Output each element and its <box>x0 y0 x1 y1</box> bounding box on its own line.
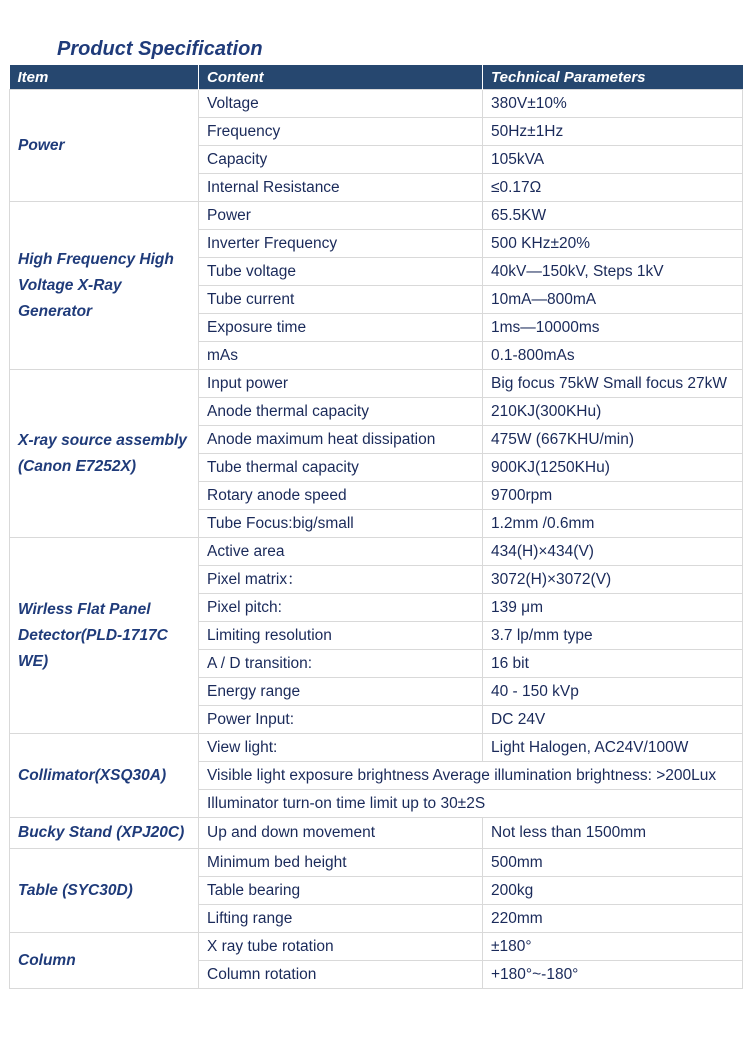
content-cell: Tube Focus:big/small <box>199 510 483 538</box>
group-bucky-stand: Bucky Stand (XPJ20C) <box>10 818 199 849</box>
content-cell: Tube thermal capacity <box>199 454 483 482</box>
content-cell: Frequency <box>199 118 483 146</box>
header-item: Item <box>10 65 199 90</box>
content-cell: Exposure time <box>199 314 483 342</box>
parameter-cell: Big focus 75kW Small focus 27kW <box>483 370 743 398</box>
content-cell: Power Input: <box>199 706 483 734</box>
content-cell: Internal Resistance <box>199 174 483 202</box>
header-content: Content <box>199 65 483 90</box>
content-cell: View light: <box>199 734 483 762</box>
table-row <box>10 734 743 762</box>
content-cell: mAs <box>199 342 483 370</box>
content-cell: Tube voltage <box>199 258 483 286</box>
group-generator: High Frequency High Voltage X-Ray Generator <box>10 202 199 370</box>
table-row <box>10 370 743 398</box>
parameter-cell: 10mA—800mA <box>483 286 743 314</box>
table-row <box>10 202 743 230</box>
header-technical-parameters: Technical Parameters <box>483 65 743 90</box>
group-power: Power <box>10 90 199 202</box>
group-flat-panel-detector: Wirless Flat Panel Detector(PLD-1717C WE) <box>10 538 199 734</box>
content-cell: Anode maximum heat dissipation <box>199 426 483 454</box>
parameter-cell: 40 - 150 kVp <box>483 678 743 706</box>
content-cell: A / D transition: <box>199 650 483 678</box>
parameter-cell: 3.7 lp/mm type <box>483 622 743 650</box>
parameter-cell: 105kVA <box>483 146 743 174</box>
parameter-cell: Not less than 1500mm <box>483 818 743 849</box>
parameter-cell: 65.5KW <box>483 202 743 230</box>
content-cell-wide: Illuminator turn-on time limit up to 30±2S <box>199 790 743 818</box>
content-cell: Rotary anode speed <box>199 482 483 510</box>
parameter-cell: 220mm <box>483 905 743 933</box>
content-cell: X ray tube rotation <box>199 933 483 961</box>
content-cell: Input power <box>199 370 483 398</box>
parameter-cell: ≤0.17Ω <box>483 174 743 202</box>
content-cell: Table bearing <box>199 877 483 905</box>
content-cell: Pixel matrix： <box>199 566 483 594</box>
content-cell: Energy range <box>199 678 483 706</box>
parameter-cell: DC 24V <box>483 706 743 734</box>
page-title: Product Specification <box>57 38 263 60</box>
content-cell: Limiting resolution <box>199 622 483 650</box>
content-cell-wide: Visible light exposure brightness Average illumination brightness: >200Lux <box>199 762 743 790</box>
parameter-cell: 200kg <box>483 877 743 905</box>
parameter-cell: 0.1-800mAs <box>483 342 743 370</box>
table-row <box>10 538 743 566</box>
parameter-cell: 50Hz±1Hz <box>483 118 743 146</box>
parameter-cell: 16 bit <box>483 650 743 678</box>
content-cell: Voltage <box>199 90 483 118</box>
table-row <box>10 933 743 961</box>
parameter-cell: Light Halogen, AC24V/100W <box>483 734 743 762</box>
parameter-cell: 900KJ(1250KHu) <box>483 454 743 482</box>
parameter-cell: 500mm <box>483 849 743 877</box>
content-cell: Pixel pitch: <box>199 594 483 622</box>
content-cell: Power <box>199 202 483 230</box>
group-column: Column <box>10 933 199 989</box>
parameter-cell: ±180° <box>483 933 743 961</box>
content-cell: Column rotation <box>199 961 483 989</box>
group-collimator: Collimator(XSQ30A) <box>10 734 199 818</box>
table-row <box>10 818 743 849</box>
parameter-cell: 434(H)×434(V) <box>483 538 743 566</box>
group-xray-source: X-ray source assembly (Canon E7252X) <box>10 370 199 538</box>
parameter-cell: 139 μm <box>483 594 743 622</box>
table-row <box>10 849 743 877</box>
header-row <box>10 65 743 90</box>
content-cell: Minimum bed height <box>199 849 483 877</box>
group-table: Table (SYC30D) <box>10 849 199 933</box>
parameter-cell: 475W (667KHU/min) <box>483 426 743 454</box>
parameter-cell: 1.2mm /0.6mm <box>483 510 743 538</box>
parameter-cell: 3072(H)×3072(V) <box>483 566 743 594</box>
parameter-cell: 380V±10% <box>483 90 743 118</box>
content-cell: Up and down movement <box>199 818 483 849</box>
content-cell: Capacity <box>199 146 483 174</box>
parameter-cell: 9700rpm <box>483 482 743 510</box>
content-cell: Lifting range <box>199 905 483 933</box>
parameter-cell: 1ms—10000ms <box>483 314 743 342</box>
specification-table <box>9 65 743 989</box>
content-cell: Anode thermal capacity <box>199 398 483 426</box>
parameter-cell: 210KJ(300KHu) <box>483 398 743 426</box>
parameter-cell: 40kV—150kV, Steps 1kV <box>483 258 743 286</box>
table-row <box>10 90 743 118</box>
content-cell: Active area <box>199 538 483 566</box>
parameter-cell: +180°~-180° <box>483 961 743 989</box>
content-cell: Inverter Frequency <box>199 230 483 258</box>
parameter-cell: 500 KHz±20% <box>483 230 743 258</box>
content-cell: Tube current <box>199 286 483 314</box>
